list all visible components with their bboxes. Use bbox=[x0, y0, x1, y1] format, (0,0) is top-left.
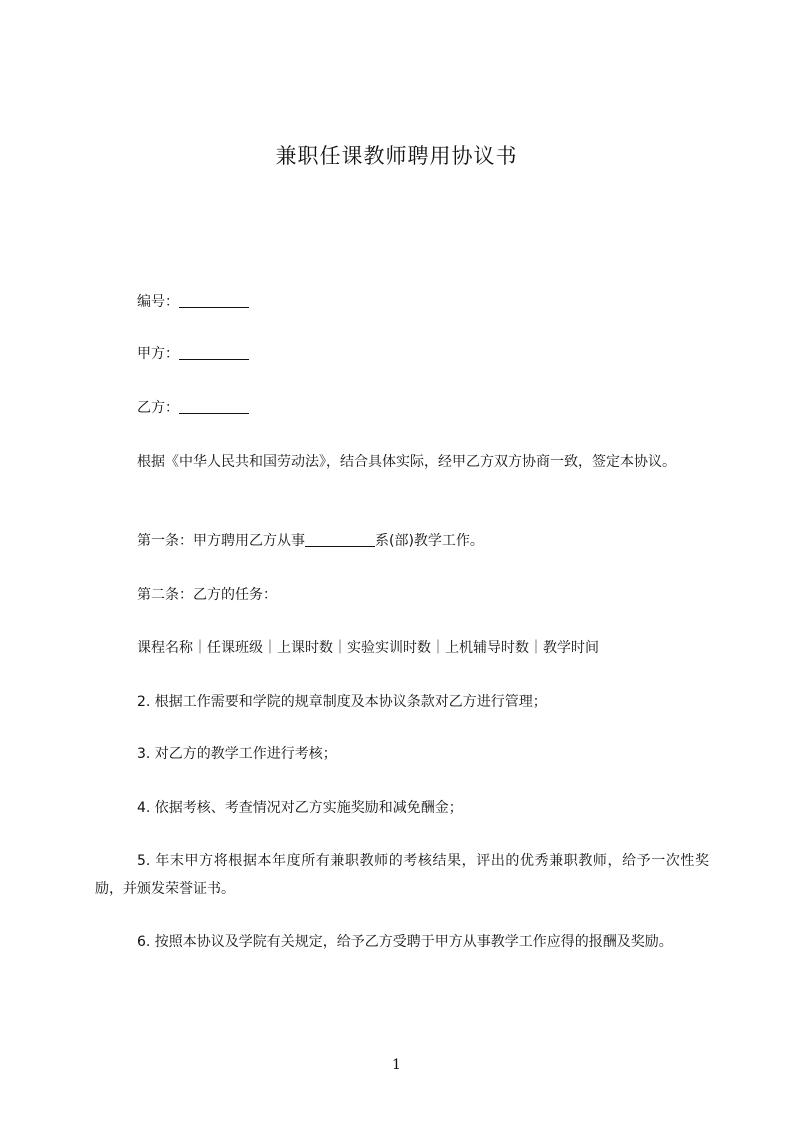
list-item: 2. 根据工作需要和学院的规章制度及本协议条款对乙方进行管理； bbox=[137, 694, 547, 710]
party-a-label: 甲方： bbox=[137, 346, 179, 362]
party-b-field bbox=[137, 396, 249, 420]
intro-paragraph: 根据《中华人民共和国劳动法》，结合具体实际，经甲乙方双方协商一致，签定本协议。 bbox=[137, 454, 676, 470]
party-a-blank bbox=[179, 345, 249, 360]
list-item: 6. 按照本协议及学院有关规定，给予乙方受聘于甲方从事教学工作应得的报酬及奖励。 bbox=[137, 934, 673, 950]
article-2-heading: 第二条：乙方的任务： bbox=[137, 587, 277, 603]
number-field bbox=[137, 290, 249, 314]
list-item: 4. 依据考核、考查情况对乙方实施奖励和减免酬金； bbox=[137, 800, 463, 816]
article-1-suffix: 系(部)教学工作。 bbox=[375, 533, 484, 549]
list-item: 5. 年末甲方将根据本年度所有兼职教师的考核结果，评出的优秀兼职教师，给予一次性奖励，并颁发荣誉证书。 bbox=[95, 853, 709, 897]
article-1 bbox=[137, 529, 484, 553]
party-a-field bbox=[137, 342, 249, 366]
article-1-blank bbox=[305, 532, 375, 547]
task-table-header: 课程名称｜任课班级｜上课时数｜实验实训时数｜上机辅导时数｜教学时间 bbox=[137, 640, 599, 656]
party-b-blank bbox=[179, 399, 249, 414]
number-label: 编号： bbox=[137, 294, 179, 310]
number-blank bbox=[179, 293, 249, 308]
article-1-prefix: 第一条：甲方聘用乙方从事 bbox=[137, 533, 305, 549]
document-title: 兼职任课教师聘用协议书 bbox=[275, 144, 518, 168]
list-item: 3. 对乙方的教学工作进行考核； bbox=[137, 746, 337, 762]
page-number: 1 bbox=[392, 1057, 401, 1073]
party-b-label: 乙方： bbox=[137, 400, 179, 416]
